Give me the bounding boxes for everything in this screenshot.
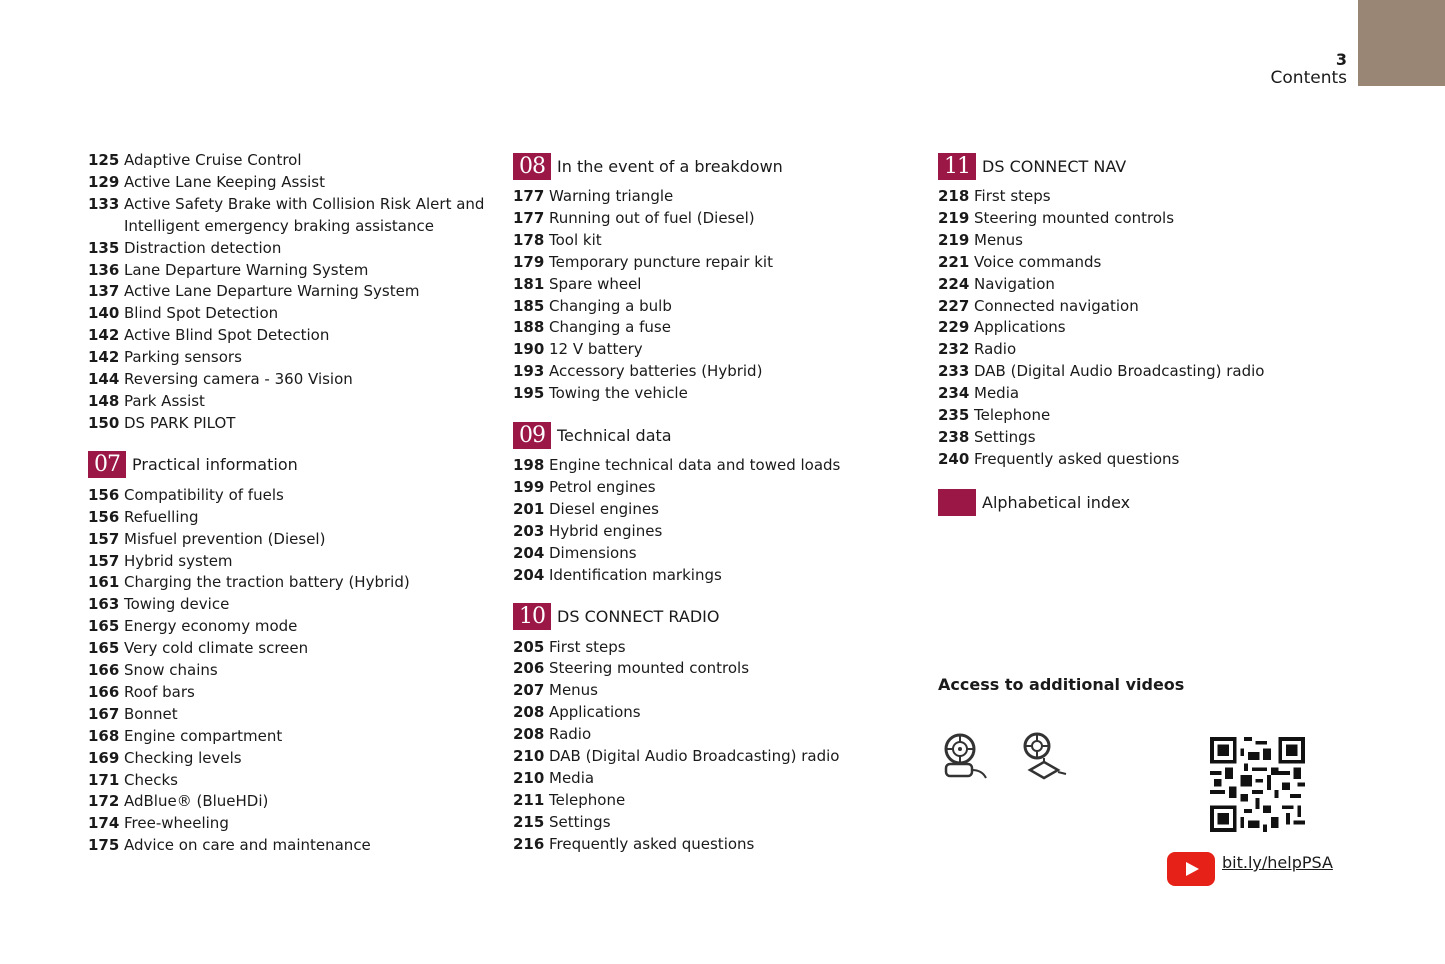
page-ref: 206: [513, 659, 545, 678]
section-badge: 09: [513, 422, 551, 449]
page-ref: 208: [513, 703, 545, 722]
page-ref: 156: [88, 507, 120, 526]
entry-label: Charging the traction battery (Hybrid): [124, 573, 410, 592]
entry-label: Refuelling: [124, 507, 199, 526]
page-ref: 195: [513, 384, 545, 403]
section-09-heading[interactable]: [513, 419, 913, 451]
contents-entry[interactable]: [88, 791, 498, 813]
entry-label: Hybrid engines: [549, 521, 663, 540]
section-title: In the event of a breakdown: [557, 156, 783, 176]
contents-list: [88, 150, 498, 435]
page-ref: 227: [938, 296, 970, 315]
contents-entry[interactable]: [88, 303, 498, 325]
contents-entry[interactable]: [513, 339, 913, 361]
entry-label: Identification markings: [549, 565, 722, 584]
page-ref: 137: [88, 282, 120, 301]
contents-entry[interactable]: [938, 296, 1358, 318]
entry-label: Lane Departure Warning System: [124, 260, 369, 279]
page-ref: 224: [938, 274, 970, 293]
section-11-list: [938, 186, 1358, 471]
page-ref: 172: [88, 792, 120, 811]
page-ref: 203: [513, 521, 545, 540]
contents-entry[interactable]: [938, 339, 1358, 361]
section-10-heading[interactable]: [513, 601, 913, 633]
page-ref: 177: [513, 187, 545, 205]
page-ref: 167: [88, 704, 120, 723]
entry-label: First steps: [549, 637, 626, 656]
page-ref: 229: [938, 318, 970, 337]
contents-entry[interactable]: [88, 238, 498, 260]
page-ref: 201: [513, 499, 545, 518]
page-ref: 208: [513, 725, 545, 744]
page-ref: 156: [88, 485, 120, 504]
page-ref: 205: [513, 637, 545, 656]
contents-entry[interactable]: [88, 682, 498, 704]
page-ref: 211: [513, 790, 545, 809]
contents-entry[interactable]: [513, 361, 913, 383]
page-ref: 215: [513, 812, 545, 831]
entry-label: Park Assist: [124, 391, 205, 410]
contents-entry[interactable]: [88, 150, 498, 172]
contents-entry[interactable]: [88, 260, 498, 282]
help-link[interactable]: bit.ly/helpPSA: [1222, 853, 1333, 872]
entry-label: Blind Spot Detection: [124, 304, 279, 323]
entry-label: Distraction detection: [124, 238, 282, 257]
section-09-list: [513, 455, 913, 586]
page-ref: 129: [88, 172, 120, 191]
section-title: DS CONNECT RADIO: [557, 607, 720, 626]
page-ref: 163: [88, 595, 120, 614]
page-ref: 166: [88, 682, 120, 701]
entry-label: Towing device: [124, 595, 230, 614]
contents-entry[interactable]: [88, 551, 498, 573]
contents-entry[interactable]: [513, 477, 913, 499]
page-ref: 185: [513, 296, 545, 315]
youtube-icon[interactable]: [1167, 852, 1215, 886]
contents-entry[interactable]: [513, 252, 913, 274]
page-ref: 148: [88, 391, 120, 410]
contents-entry[interactable]: [513, 637, 913, 659]
entry-label: Bonnet: [124, 704, 178, 723]
page-ref: 144: [88, 370, 120, 389]
entry-label: Frequently asked questions: [549, 834, 755, 853]
entry-label: Telephone: [974, 406, 1051, 425]
entry-label: Steering mounted controls: [549, 659, 750, 678]
page-ref: 142: [88, 348, 120, 367]
section-07-heading[interactable]: [88, 449, 498, 481]
page-ref: 181: [513, 274, 545, 293]
contents-entry[interactable]: [88, 507, 498, 529]
section-title: DS CONNECT NAV: [982, 156, 1127, 176]
entry-label: First steps: [974, 187, 1051, 205]
entry-label: Settings: [549, 812, 611, 831]
contents-entry[interactable]: [88, 638, 498, 660]
entry-label: Navigation: [974, 274, 1055, 293]
page-ref: 204: [513, 543, 545, 562]
contents-entry[interactable]: [88, 325, 498, 347]
contents-entry[interactable]: [513, 812, 913, 834]
entry-label: Parking sensors: [124, 348, 242, 367]
contents-entry[interactable]: [938, 361, 1358, 383]
contents-entry[interactable]: [938, 208, 1358, 230]
page-ref: 157: [88, 551, 120, 570]
page-ref: 216: [513, 834, 545, 853]
page-ref: 165: [88, 639, 120, 658]
page-ref: 219: [938, 208, 970, 227]
page-ref: 198: [513, 456, 545, 475]
page-ref: 136: [88, 260, 120, 279]
entry-label: DAB (Digital Audio Broadcasting) radio: [974, 362, 1265, 381]
entry-label: Warning triangle: [549, 187, 674, 205]
entry-label: Active Safety Brake with Collision Risk Alert and Intelligent emergency braking assistance: [124, 194, 485, 235]
contents-entry[interactable]: [938, 405, 1358, 427]
entry-label: Connected navigation: [974, 296, 1139, 315]
page-ref: 235: [938, 406, 970, 425]
page-ref: 218: [938, 187, 970, 205]
page-ref: 238: [938, 427, 970, 446]
contents-entry[interactable]: [513, 834, 913, 856]
contents-entry[interactable]: [88, 413, 498, 435]
section-badge: [938, 489, 976, 516]
entry-label: Energy economy mode: [124, 617, 298, 636]
wheel-puncture-kit-icon[interactable]: [940, 732, 988, 784]
entry-label: Checking levels: [124, 748, 242, 767]
entry-label: Dimensions: [549, 543, 637, 562]
entry-label: Radio: [549, 725, 592, 744]
contents-entry[interactable]: [88, 194, 498, 238]
section-11-heading[interactable]: [938, 150, 1358, 182]
contents-entry[interactable]: [88, 485, 498, 507]
entry-label: Active Lane Keeping Assist: [124, 172, 326, 191]
section-title: Alphabetical index: [982, 493, 1131, 513]
contents-entry[interactable]: [513, 565, 913, 587]
contents-entry[interactable]: [938, 317, 1358, 339]
page-ref: 177: [513, 208, 545, 227]
qr-code-icon[interactable]: [1210, 737, 1305, 832]
contents-entry[interactable]: [513, 521, 913, 543]
page-ref: 219: [938, 230, 970, 249]
videos-title: Access to additional videos: [938, 675, 1185, 694]
entry-label: Checks: [124, 770, 178, 789]
page-ref: 161: [88, 573, 120, 592]
section-08-list: [513, 186, 913, 405]
contents-entry[interactable]: [938, 383, 1358, 405]
entry-label: DAB (Digital Audio Broadcasting) radio: [549, 747, 840, 766]
section-title: Technical data: [557, 425, 672, 445]
entry-label: Roof bars: [124, 682, 195, 701]
contents-entry[interactable]: [88, 770, 498, 792]
page-ref: 204: [513, 565, 545, 584]
entry-label: Running out of fuel (Diesel): [549, 208, 755, 227]
entry-label: Media: [549, 768, 595, 787]
entry-label: Tool kit: [549, 230, 602, 249]
entry-label: Snow chains: [124, 661, 218, 680]
column-3: [938, 150, 1358, 523]
page-ref: 232: [938, 340, 970, 359]
page-number: 3: [1335, 50, 1347, 69]
page-ref: 166: [88, 661, 120, 680]
entry-label: Misfuel prevention (Diesel): [124, 529, 326, 548]
contents-entry[interactable]: [513, 317, 913, 339]
page-ref: 210: [513, 768, 545, 787]
entry-label: Engine technical data and towed loads: [549, 456, 841, 475]
entry-label: Adaptive Cruise Control: [124, 151, 302, 169]
contents-entry[interactable]: [938, 449, 1358, 471]
contents-entry[interactable]: [513, 680, 913, 702]
contents-entry[interactable]: [513, 790, 913, 812]
page-ref: 142: [88, 326, 120, 345]
contents-entry[interactable]: [88, 369, 498, 391]
page-ref: 188: [513, 318, 545, 337]
page-ref: 174: [88, 814, 120, 833]
page-ref: 240: [938, 449, 970, 468]
entry-label: Settings: [974, 427, 1036, 446]
entry-label: Menus: [549, 681, 598, 700]
contents-entry[interactable]: [513, 455, 913, 477]
entry-label: 12 V battery: [549, 340, 643, 359]
entry-label: Active Blind Spot Detection: [124, 326, 330, 345]
wheel-jack-icon[interactable]: [1020, 732, 1068, 784]
entry-label: Menus: [974, 230, 1023, 249]
entry-label: Engine compartment: [124, 726, 283, 745]
page-ref: 178: [513, 230, 545, 249]
section-badge: 11: [938, 153, 976, 180]
page-ref: 135: [88, 238, 120, 257]
page-ref: 168: [88, 726, 120, 745]
page-ref: 207: [513, 681, 545, 700]
entry-label: Steering mounted controls: [974, 208, 1175, 227]
section-10-list: [513, 637, 913, 856]
contents-entry[interactable]: [88, 835, 498, 857]
entry-label: Compatibility of fuels: [124, 485, 284, 504]
corner-tab: [1358, 0, 1445, 86]
entry-label: Diesel engines: [549, 499, 659, 518]
entry-label: Active Lane Departure Warning System: [124, 282, 420, 301]
page-ref: 125: [88, 151, 120, 169]
contents-entry[interactable]: [88, 704, 498, 726]
alphabetical-index-heading[interactable]: [938, 487, 1358, 519]
contents-entry[interactable]: [513, 274, 913, 296]
contents-entry[interactable]: [513, 543, 913, 565]
column-2: [513, 150, 913, 856]
section-title: Practical information: [132, 455, 298, 475]
page-ref: 179: [513, 252, 545, 271]
page-ref: 175: [88, 836, 120, 855]
contents-entry[interactable]: [938, 274, 1358, 296]
entry-label: Advice on care and maintenance: [124, 836, 371, 855]
contents-entry[interactable]: [88, 616, 498, 638]
contents-entry[interactable]: [88, 813, 498, 835]
page-ref: 233: [938, 362, 970, 381]
contents-entry[interactable]: [513, 724, 913, 746]
entry-label: Applications: [974, 318, 1066, 337]
section-07-list: [88, 485, 498, 857]
page-ref: 221: [938, 252, 970, 271]
section-badge: 10: [513, 603, 551, 630]
contents-entry[interactable]: [513, 230, 913, 252]
contents-entry[interactable]: [513, 296, 913, 318]
entry-label: Radio: [974, 340, 1017, 359]
entry-label: AdBlue® (BlueHDi): [124, 792, 269, 811]
entry-label: Telephone: [549, 790, 626, 809]
contents-entry[interactable]: [938, 230, 1358, 252]
contents-entry[interactable]: [513, 186, 913, 208]
contents-entry[interactable]: [88, 172, 498, 194]
contents-entry[interactable]: [88, 347, 498, 369]
contents-entry[interactable]: [88, 529, 498, 551]
entry-label: Media: [974, 384, 1020, 403]
page-ref: 140: [88, 304, 120, 323]
page-ref: 165: [88, 617, 120, 636]
contents-entry[interactable]: [88, 594, 498, 616]
page-ref: 133: [88, 194, 120, 213]
entry-label: Hybrid system: [124, 551, 233, 570]
contents-entry[interactable]: [938, 427, 1358, 449]
entry-label: Changing a bulb: [549, 296, 672, 315]
page-ref: 193: [513, 362, 545, 381]
section-08-heading[interactable]: [513, 150, 913, 182]
entry-label: Free-wheeling: [124, 814, 229, 833]
contents-entry[interactable]: [513, 702, 913, 724]
entry-label: Towing the vehicle: [549, 384, 688, 403]
entry-label: Frequently asked questions: [974, 449, 1180, 468]
contents-entry[interactable]: [513, 499, 913, 521]
contents-entry[interactable]: [88, 726, 498, 748]
contents-entry[interactable]: [88, 660, 498, 682]
column-1: [88, 150, 498, 857]
page-ref: 157: [88, 529, 120, 548]
page-ref: 169: [88, 748, 120, 767]
entry-label: Temporary puncture repair kit: [549, 252, 773, 271]
contents-entry[interactable]: [513, 658, 913, 680]
contents-entry[interactable]: [938, 252, 1358, 274]
contents-entry[interactable]: [938, 186, 1358, 208]
entry-label: Voice commands: [974, 252, 1102, 271]
page-ref: 234: [938, 384, 970, 403]
page-ref: 150: [88, 413, 120, 432]
contents-entry[interactable]: [513, 208, 913, 230]
contents-entry[interactable]: [513, 768, 913, 790]
page-ref: 171: [88, 770, 120, 789]
section-badge: 07: [88, 451, 126, 478]
entry-label: Reversing camera - 360 Vision: [124, 370, 353, 389]
contents-entry[interactable]: [88, 572, 498, 594]
entry-label: Accessory batteries (Hybrid): [549, 362, 763, 381]
entry-label: Very cold climate screen: [124, 639, 309, 658]
contents-entry[interactable]: [88, 281, 498, 303]
entry-label: Applications: [549, 703, 641, 722]
entry-label: Petrol engines: [549, 477, 656, 496]
contents-entry[interactable]: [513, 746, 913, 768]
entry-label: Spare wheel: [549, 274, 642, 293]
page-ref: 190: [513, 340, 545, 359]
entry-label: DS PARK PILOT: [124, 413, 236, 432]
entry-label: Changing a fuse: [549, 318, 671, 337]
contents-entry[interactable]: [513, 383, 913, 405]
page-ref: 210: [513, 747, 545, 766]
page-ref: 199: [513, 477, 545, 496]
section-badge: 08: [513, 153, 551, 180]
contents-entry[interactable]: [88, 391, 498, 413]
contents-entry[interactable]: [88, 748, 498, 770]
page-title: Contents: [1270, 68, 1347, 88]
